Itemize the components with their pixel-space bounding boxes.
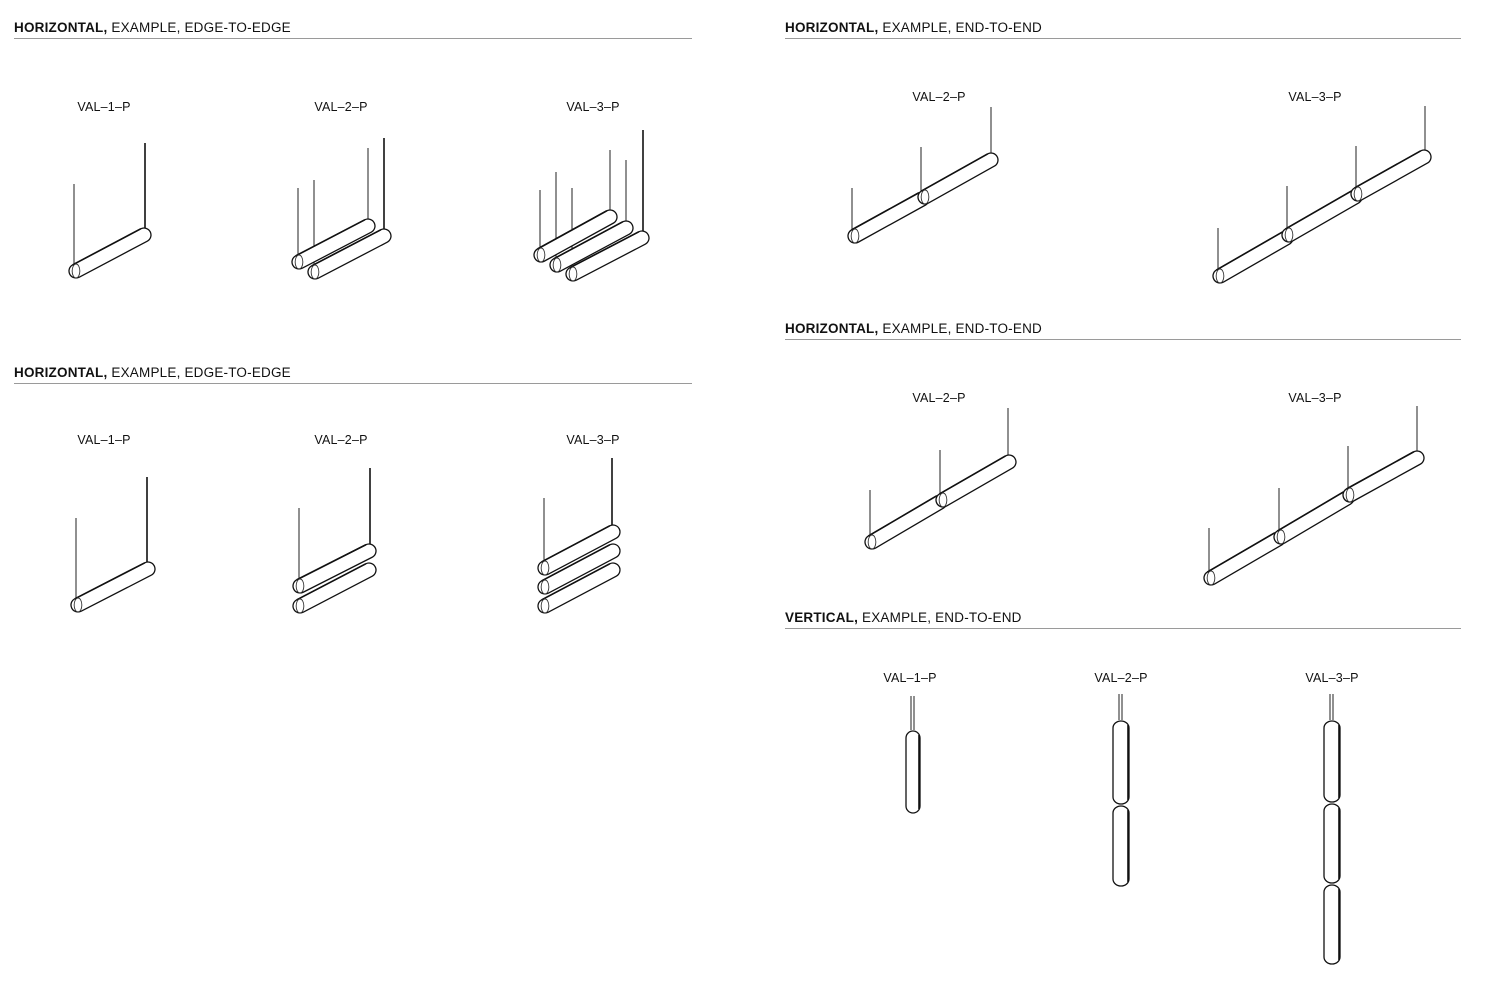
section-title-bold: VERTICAL,: [785, 610, 859, 625]
vertical-tube-segment: [1113, 806, 1129, 886]
vertical-tube-segment: [906, 731, 920, 813]
section-title-bold: HORIZONTAL,: [14, 20, 108, 35]
model-label-val-2-p: VAL–2–P: [912, 391, 966, 405]
tube-segment: [1343, 451, 1424, 502]
tube-body: [71, 562, 155, 612]
tube-segment: [1213, 231, 1293, 283]
tube-body: [1351, 150, 1431, 201]
tube-body: [69, 228, 151, 278]
tube-body: [1343, 451, 1424, 502]
section-title-light: EXAMPLE, END-TO-END: [862, 610, 1022, 625]
model-label-val-1-p: VAL–1–P: [883, 671, 937, 685]
tube-segment: [71, 562, 155, 612]
section-title-bold: HORIZONTAL,: [785, 20, 879, 35]
tube-body: [1274, 491, 1354, 544]
tube-body: [1282, 190, 1362, 242]
section-title-light: EXAMPLE, END-TO-END: [882, 321, 1042, 336]
model-label-val-3-p: VAL–3–P: [1288, 391, 1342, 405]
model-label-val-3-p: VAL–3–P: [566, 433, 620, 447]
tube-segment: [918, 153, 998, 204]
vertical-tube-segment: [1324, 721, 1340, 802]
tube-body: [848, 192, 929, 243]
vertical-tube-segment: [1113, 721, 1129, 804]
tube-segment: [1274, 491, 1354, 544]
tube-body: [1213, 231, 1293, 283]
model-label-val-2-p: VAL–2–P: [1094, 671, 1148, 685]
tube-body: [865, 495, 947, 549]
section-title-light: EXAMPLE, EDGE-TO-EDGE: [111, 20, 291, 35]
section-title-light: EXAMPLE, END-TO-END: [882, 20, 1042, 35]
tube-segment: [1351, 150, 1431, 201]
tube-segment: [848, 192, 929, 243]
model-label-val-3-p: VAL–3–P: [1288, 90, 1342, 104]
model-label-val-1-p: VAL–1–P: [77, 100, 131, 114]
tube-segment: [1204, 532, 1285, 585]
model-label-val-2-p: VAL–2–P: [912, 90, 966, 104]
model-label-val-2-p: VAL–2–P: [314, 100, 368, 114]
section-title-bold: HORIZONTAL,: [785, 321, 879, 336]
tube-body: [918, 153, 998, 204]
tube-body: [936, 455, 1016, 507]
model-label-val-1-p: VAL–1–P: [77, 433, 131, 447]
tube-body: [1204, 532, 1285, 585]
tube-segment: [865, 495, 947, 549]
model-label-val-3-p: VAL–3–P: [1305, 671, 1359, 685]
model-label-val-3-p: VAL–3–P: [566, 100, 620, 114]
tube-segment: [69, 228, 151, 278]
vertical-tube-segment: [1324, 885, 1340, 964]
tube-segment: [936, 455, 1016, 507]
section-title-light: EXAMPLE, EDGE-TO-EDGE: [111, 365, 291, 380]
section-title-bold: HORIZONTAL,: [14, 365, 108, 380]
tube-segment: [1282, 190, 1362, 242]
model-label-val-2-p: VAL–2–P: [314, 433, 368, 447]
vertical-tube-segment: [1324, 804, 1340, 883]
